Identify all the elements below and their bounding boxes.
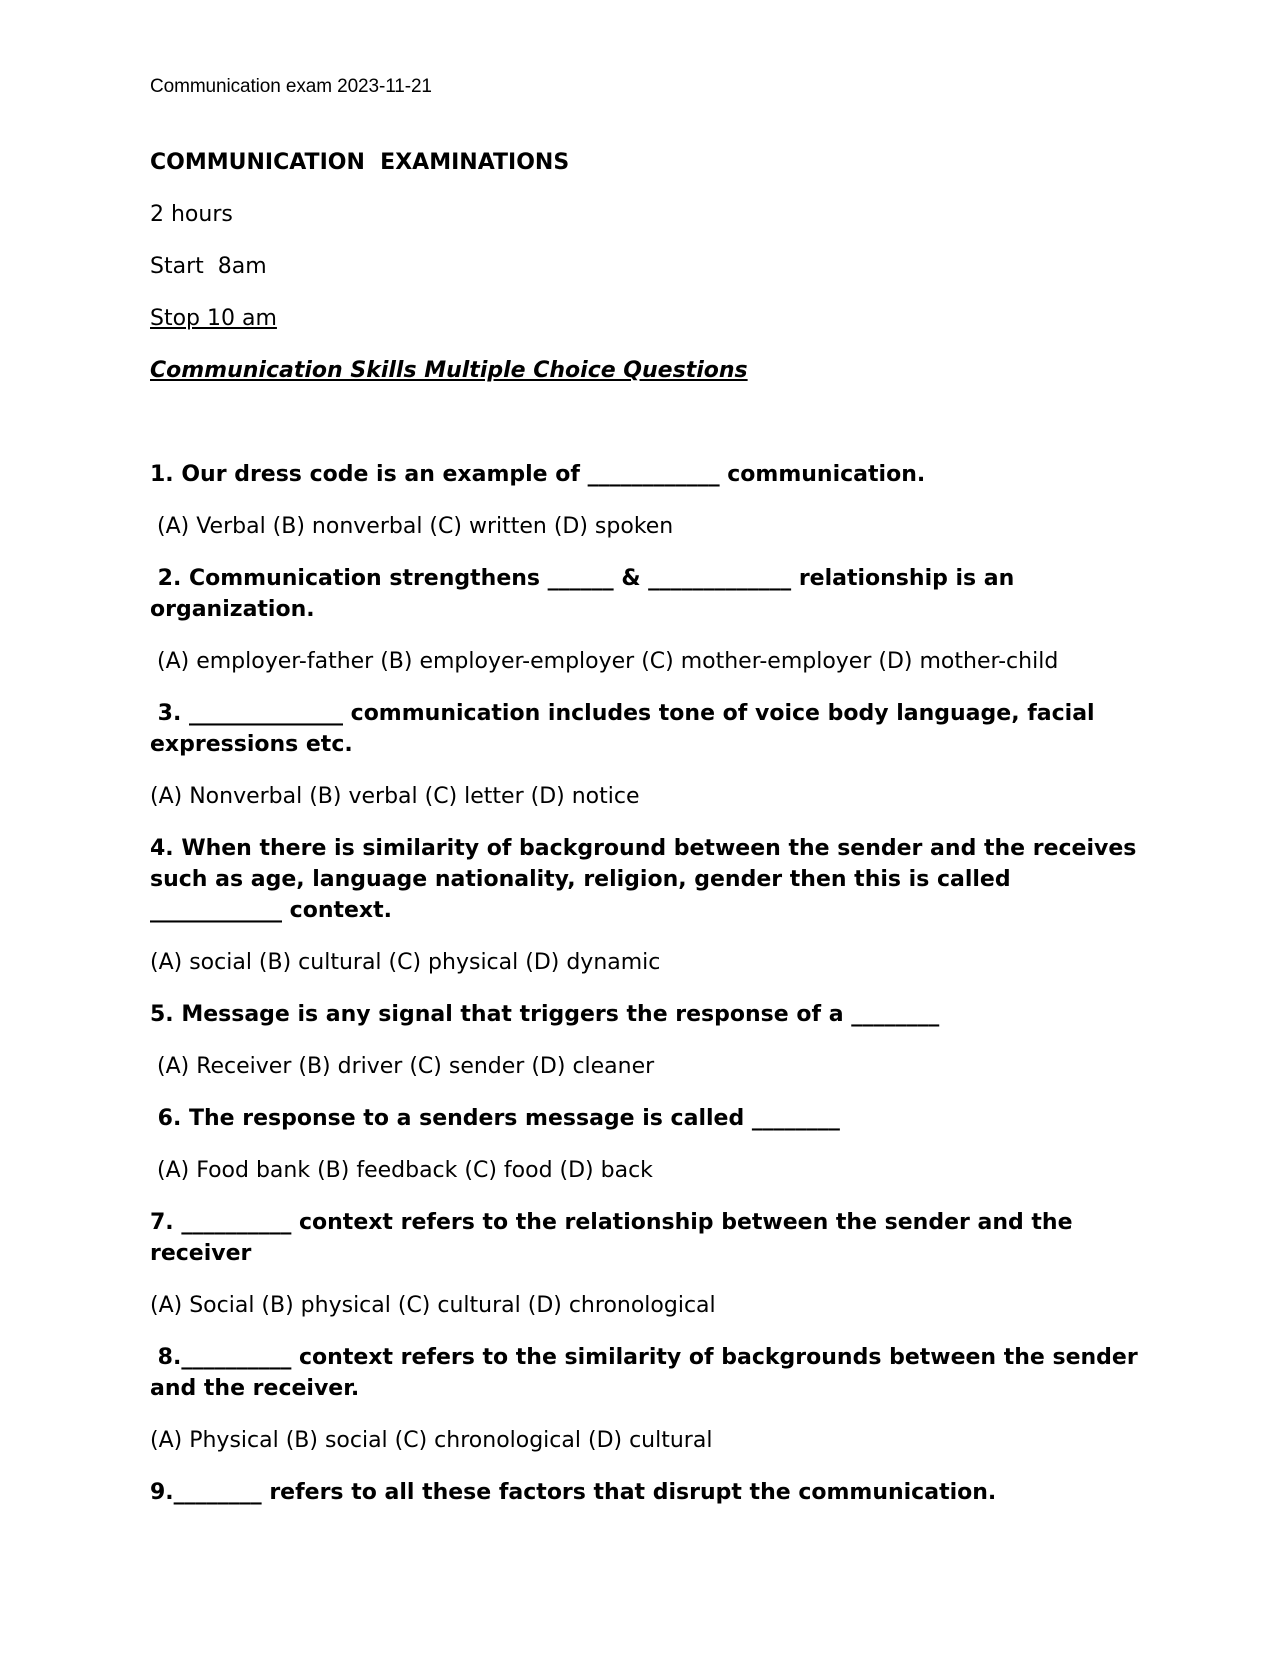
question-4: 4. When there is similarity of background between the sender and the receives such as age, language nationality, religion, gender then this is called ____________ context. — [150, 836, 1145, 923]
question-3-options: (A) Nonverbal (B) verbal (C) letter (D) notice — [150, 784, 640, 809]
exam-start-time: Start 8am — [150, 254, 267, 279]
question-8: 8.__________ context refers to the similarity of backgrounds between the sender and the receiver. — [150, 1345, 1146, 1401]
question-1: 1. Our dress code is an example of ____________ communication. — [150, 462, 926, 487]
document-body — [150, 147, 1146, 1529]
exam-duration: 2 hours — [150, 202, 233, 227]
exam-stop-time: Stop 10 am — [150, 306, 277, 331]
question-7: 7. __________ context refers to the relationship between the sender and the receiver — [150, 1210, 1081, 1266]
section-heading: Communication Skills Multiple Choice Questions — [150, 358, 748, 383]
question-4-options: (A) social (B) cultural (C) physical (D) dynamic — [150, 950, 661, 975]
question-8-options: (A) Physical (B) social (C) chronological (D) cultural — [150, 1428, 713, 1453]
question-6-options: (A) Food bank (B) feedback (C) food (D) back — [150, 1158, 653, 1183]
question-9: 9.________ refers to all these factors that disrupt the communication. — [150, 1480, 997, 1505]
question-7-options: (A) Social (B) physical (C) cultural (D) chronological — [150, 1293, 716, 1318]
question-1-options: (A) Verbal (B) nonverbal (C) written (D) spoken — [150, 514, 674, 539]
question-5-options: (A) Receiver (B) driver (C) sender (D) cleaner — [150, 1054, 655, 1079]
question-6: 6. The response to a senders message is called ________ — [150, 1106, 840, 1131]
question-5: 5. Message is any signal that triggers the response of a ________ — [150, 1002, 940, 1027]
question-2: 2. Communication strengthens ______ & _____________ relationship is an organization. — [150, 566, 1022, 622]
running-header: Communication exam 2023-11-21 — [150, 76, 432, 97]
exam-title: COMMUNICATION EXAMINATIONS — [150, 150, 570, 175]
question-2-options: (A) employer-father (B) employer-employer (C) mother-employer (D) mother-child — [150, 649, 1059, 674]
question-3: 3. ______________ communication includes tone of voice body language, facial expressions etc. — [150, 701, 1103, 757]
